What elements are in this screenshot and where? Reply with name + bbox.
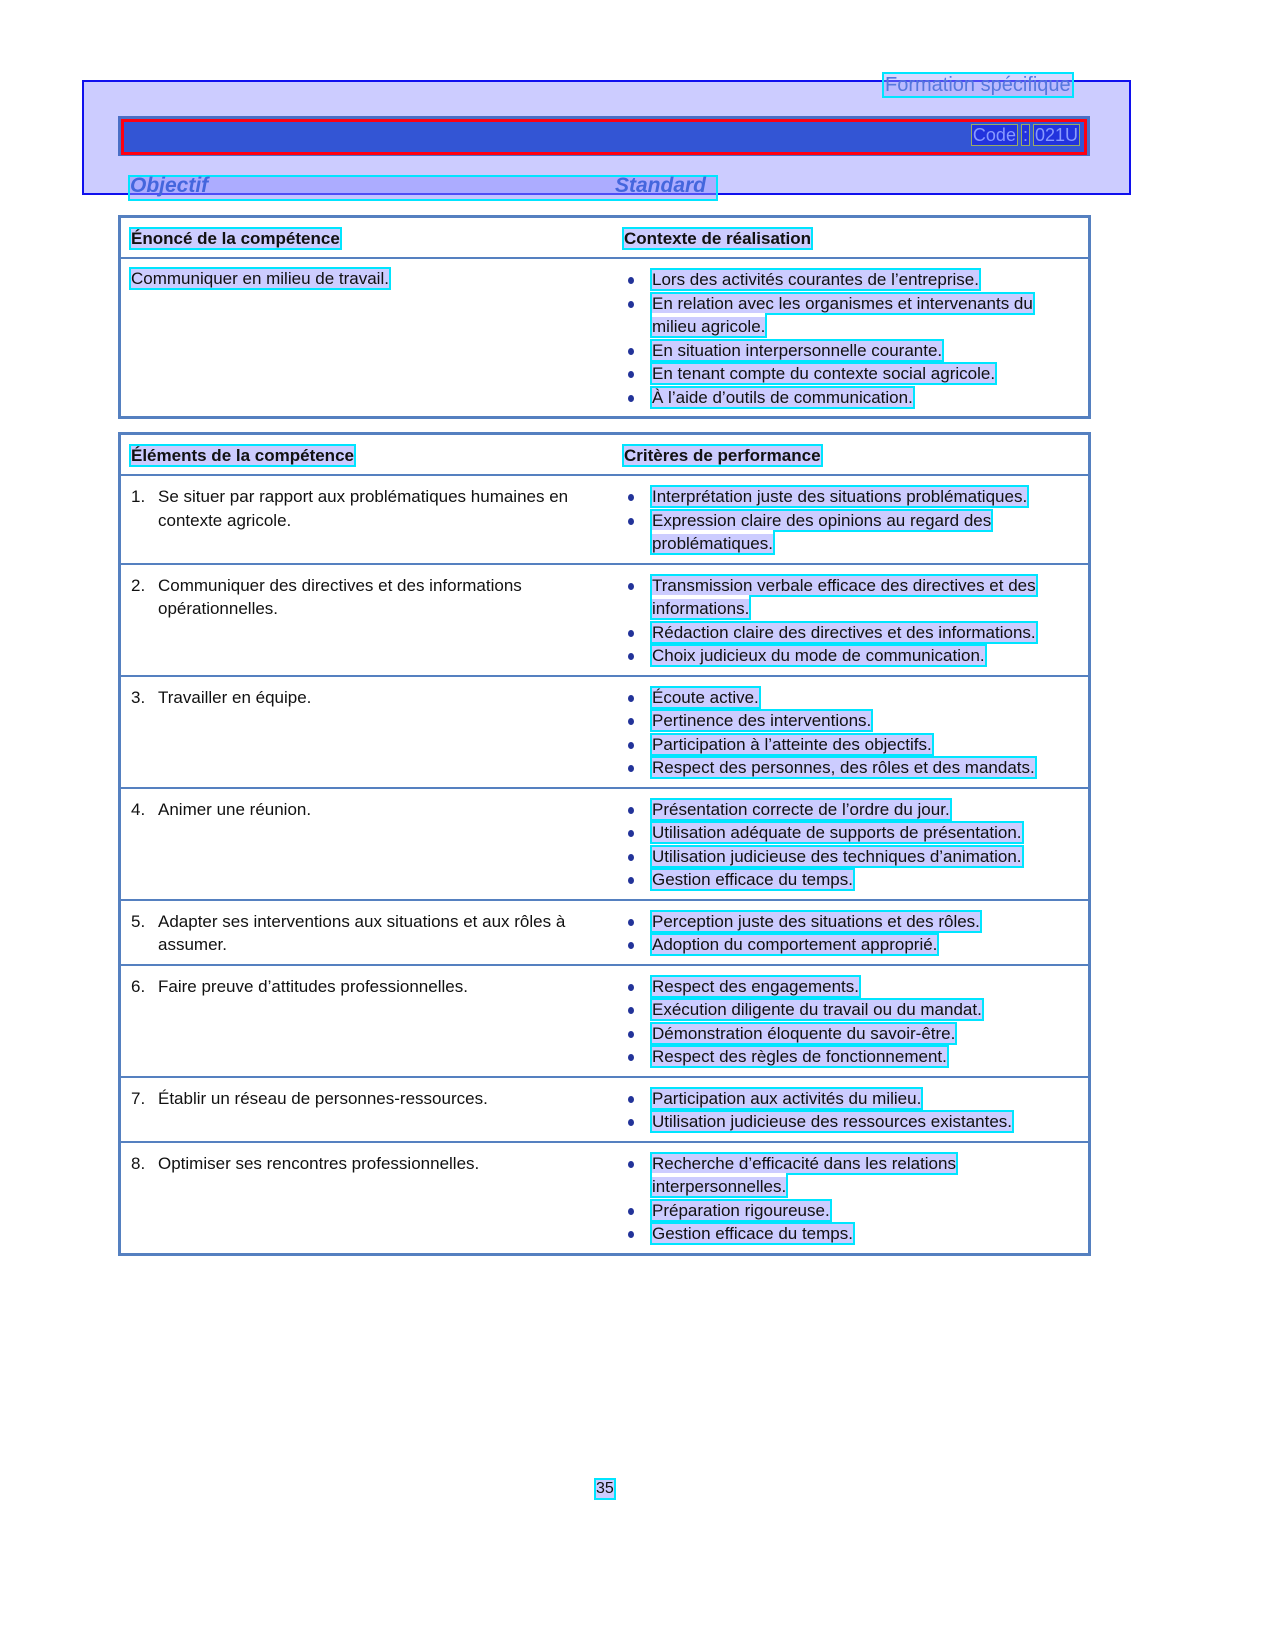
criteria-item — [624, 845, 1080, 869]
criteria-item — [624, 621, 1080, 645]
element-cell — [120, 788, 615, 900]
criteria-list — [624, 574, 1080, 668]
element-text — [131, 686, 606, 710]
element-label: Communiquer des directives et des informations opérationnelles. — [158, 575, 522, 618]
criteria-text: Écoute active. — [652, 687, 759, 707]
criteria-list — [624, 975, 1080, 1069]
element-number: 4. — [131, 799, 146, 819]
criteria-cell — [614, 564, 1090, 676]
context-item — [624, 339, 1080, 363]
element-cell — [120, 965, 615, 1077]
criteria-cell — [614, 676, 1090, 788]
table-row — [120, 788, 1090, 900]
col-criteria-header: Critères de performance — [624, 446, 821, 465]
elements-table — [118, 432, 1091, 1256]
code-separator: : — [1022, 125, 1028, 145]
criteria-list — [624, 910, 1080, 957]
code-label: Code — [972, 125, 1016, 145]
criteria-item — [624, 975, 1080, 999]
objective-standard-bar — [128, 175, 718, 201]
element-number: 2. — [131, 575, 146, 595]
criteria-item — [624, 998, 1080, 1022]
criteria-item — [624, 756, 1080, 780]
element-text — [131, 975, 606, 999]
col-statement-header: Énoncé de la compétence — [131, 229, 340, 248]
criteria-list — [624, 1087, 1080, 1134]
context-text: En tenant compte du contexte social agricole. — [652, 364, 996, 383]
element-label: Optimiser ses rencontres professionnelles. — [158, 1153, 480, 1173]
table-row — [120, 475, 1090, 564]
element-label: Animer une réunion. — [158, 799, 312, 819]
element-label: Établir un réseau de personnes-ressources. — [158, 1088, 488, 1108]
criteria-cell — [614, 1142, 1090, 1255]
criteria-text: Transmission verbale efficace des directives et des informations. — [652, 575, 1036, 618]
criteria-cell — [614, 965, 1090, 1077]
col-elements-header: Éléments de la compétence — [131, 446, 354, 465]
criteria-text: Respect des personnes, des rôles et des mandats. — [652, 758, 1035, 777]
criteria-text: Gestion efficace du temps. — [652, 1224, 853, 1243]
element-text — [131, 910, 606, 957]
criteria-text: Participation aux activités du milieu. — [652, 1088, 922, 1108]
criteria-item — [624, 686, 1080, 710]
element-label: Adapter ses interventions aux situations et aux rôles à assumer. — [158, 911, 566, 954]
criteria-text: Gestion efficace du temps. — [652, 870, 853, 889]
context-text: À l’aide d’outils de communication. — [652, 387, 913, 407]
criteria-text: Utilisation adéquate de supports de présentation. — [652, 823, 1022, 842]
context-list — [624, 268, 1080, 409]
criteria-cell — [614, 788, 1090, 900]
element-label: Se situer par rapport aux problématiques humaines en contexte agricole. — [158, 487, 569, 530]
context-item — [624, 386, 1080, 410]
table-row — [120, 1142, 1090, 1255]
criteria-text: Exécution diligente du travail ou du mandat. — [652, 1000, 982, 1019]
criteria-text: Participation à l’atteinte des objectifs. — [652, 734, 932, 754]
page-number: 35 — [596, 1480, 614, 1497]
criteria-item — [624, 868, 1080, 892]
criteria-list — [624, 485, 1080, 556]
criteria-item — [624, 485, 1080, 509]
criteria-text: Perception juste des situations et des rôles. — [652, 911, 980, 931]
col-context-header: Contexte de réalisation — [624, 229, 812, 248]
criteria-text: Utilisation judicieuse des techniques d’animation. — [652, 846, 1022, 866]
formation-label: Formation spécifique — [882, 72, 1074, 98]
element-number: 1. — [131, 487, 146, 506]
objective-heading: Objectif — [130, 174, 209, 197]
element-number: 5. — [131, 911, 146, 931]
criteria-cell — [614, 900, 1090, 965]
criteria-text: Démonstration éloquente du savoir-être. — [652, 1023, 956, 1043]
criteria-item — [624, 910, 1080, 934]
element-text — [131, 1087, 606, 1111]
criteria-list — [624, 1152, 1080, 1246]
criteria-text: Recherche d’efficacité dans les relations interpersonnelles. — [652, 1153, 956, 1196]
context-item — [624, 268, 1080, 292]
element-number: 7. — [131, 1088, 146, 1108]
criteria-item — [624, 821, 1080, 845]
table-row — [120, 564, 1090, 676]
criteria-text: Préparation rigoureuse. — [652, 1200, 830, 1220]
criteria-cell — [614, 475, 1090, 564]
criteria-item — [624, 733, 1080, 757]
element-text — [131, 798, 606, 822]
header-band-inner — [121, 119, 1087, 155]
element-cell — [120, 1142, 615, 1255]
criteria-text: Respect des engagements. — [652, 976, 859, 996]
table-row — [120, 676, 1090, 788]
criteria-item — [624, 1045, 1080, 1069]
competence-table — [118, 215, 1091, 419]
code-value: 021U — [1034, 125, 1078, 145]
element-number: 6. — [131, 976, 146, 996]
criteria-item — [624, 509, 1080, 556]
criteria-text: Interprétation juste des situations problématiques. — [652, 487, 1028, 506]
criteria-item — [624, 1087, 1080, 1111]
course-code — [968, 125, 1080, 146]
element-cell — [120, 1077, 615, 1142]
criteria-item — [624, 1022, 1080, 1046]
criteria-text: Rédaction claire des directives et des informations. — [652, 622, 1036, 642]
element-number: 8. — [131, 1153, 146, 1173]
element-cell — [120, 564, 615, 676]
criteria-text: Utilisation judicieuse des ressources existantes. — [652, 1112, 1013, 1131]
criteria-item — [624, 644, 1080, 668]
criteria-text: Pertinence des interventions. — [652, 711, 872, 730]
competence-statement: Communiquer en milieu de travail. — [131, 269, 389, 288]
criteria-text: Expression claire des opinions au regard des problématiques. — [652, 510, 992, 553]
criteria-text: Présentation correcte de l’ordre du jour. — [652, 799, 950, 819]
element-number: 3. — [131, 687, 146, 707]
criteria-cell — [614, 1077, 1090, 1142]
element-cell — [120, 475, 615, 564]
element-cell — [120, 676, 615, 788]
criteria-text: Choix judicieux du mode de communication. — [652, 646, 985, 665]
context-text: Lors des activités courantes de l’entreprise. — [652, 270, 979, 289]
element-text — [131, 1152, 606, 1176]
context-text: En situation interpersonnelle courante. — [652, 340, 943, 360]
standard-heading: Standard — [615, 174, 707, 197]
criteria-item — [624, 933, 1080, 957]
table-row — [120, 965, 1090, 1077]
criteria-item — [624, 798, 1080, 822]
criteria-item — [624, 1199, 1080, 1223]
criteria-text: Respect des règles de fonctionnement. — [652, 1047, 947, 1066]
context-item — [624, 362, 1080, 386]
competence-row — [120, 258, 1090, 418]
table-row — [120, 900, 1090, 965]
element-cell — [120, 900, 615, 965]
table-row — [120, 1077, 1090, 1142]
criteria-item — [624, 574, 1080, 621]
criteria-item — [624, 1222, 1080, 1246]
context-item — [624, 292, 1080, 339]
criteria-item — [624, 1110, 1080, 1134]
element-label: Travailler en équipe. — [158, 687, 312, 707]
competence-header-row — [120, 217, 1090, 259]
elements-header-row — [120, 434, 1090, 476]
criteria-list — [624, 686, 1080, 780]
criteria-text: Adoption du comportement approprié. — [652, 935, 938, 954]
element-text — [131, 574, 606, 621]
context-text: En relation avec les organismes et intervenants du milieu agricole. — [652, 293, 1033, 336]
criteria-item — [624, 1152, 1080, 1199]
criteria-item — [624, 709, 1080, 733]
element-text — [131, 485, 606, 532]
element-label: Faire preuve d’attitudes professionnelles. — [158, 976, 468, 996]
criteria-list — [624, 798, 1080, 892]
